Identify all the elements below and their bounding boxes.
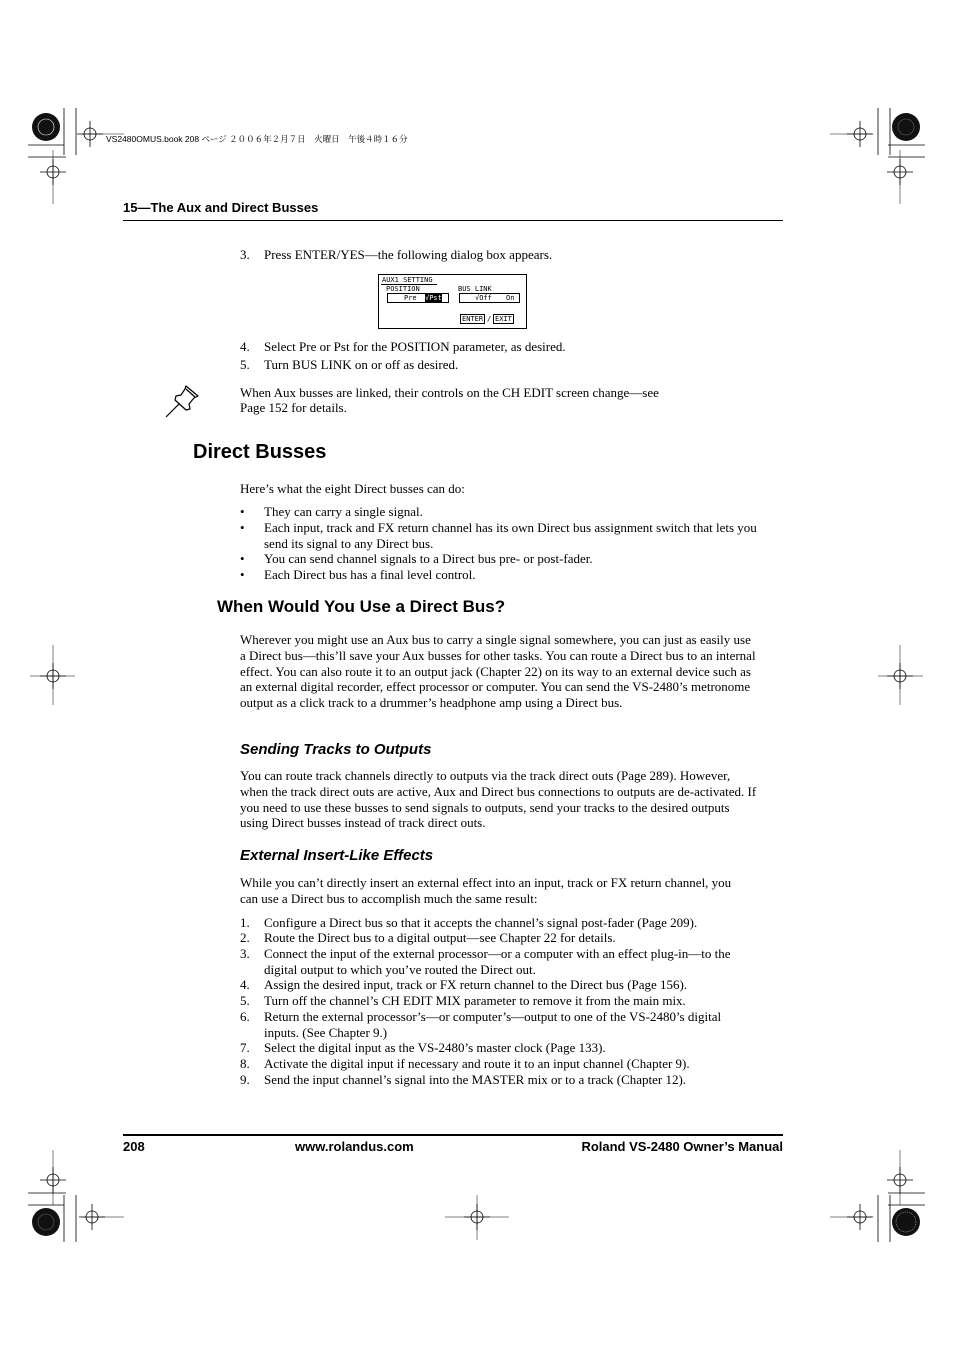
bus-link-field <box>459 293 520 303</box>
running-header: 15—The Aux and Direct Busses <box>123 200 319 215</box>
subsection-title: When Would You Use a Direct Bus? <box>217 597 506 616</box>
sending-paragraph: You can route track channels directly to outputs via the track direct outs (Page 289). However, when the track direct outs are active, Aux and Direct bus connections to outputs are de-activated. If you need to use these busses to send signals to outputs, send your tracks to the desired outputs using Direct busses instead of track direct outs. <box>240 768 757 831</box>
pushpin-icon <box>162 383 202 421</box>
position-field <box>387 293 449 303</box>
footer-manual-title: Roland VS-2480 Owner’s Manual <box>581 1139 783 1154</box>
section-title: Direct Busses <box>193 441 327 463</box>
button-slash: / <box>487 315 492 323</box>
bus-link-on: On <box>506 294 515 302</box>
bus-link-label: BUS LINK <box>458 285 492 293</box>
exit-button: EXIT <box>495 315 512 323</box>
aux-setting-dialog <box>378 274 527 329</box>
sending-title: Sending Tracks to Outputs <box>240 741 432 758</box>
external-title: External Insert-Like Effects <box>240 847 434 864</box>
note-line-2: Page 152 for details. <box>240 400 347 415</box>
enter-button: ENTER <box>462 315 484 323</box>
position-pst: √Pst <box>425 294 442 302</box>
print-header: VS2480OMUS.book 208 ページ ２００６年２月７日 火曜日 午後４時１６分 <box>106 134 408 144</box>
subsection-paragraph: Wherever you might use an Aux bus to carry a single signal somewhere, you can just as easily use a Direct bus—this’ll save your Aux busses for other tasks. You can route a Direct bus to an internal effect. You can also route it to an output jack (Chapter 22) on its way to an external device such as an external digital recorder, effect processor or computer. You can send the VS-2480’s metronome output as a click track to a drummer’s headphone amp using a Direct bus. <box>240 632 756 711</box>
crop-mark-top-right <box>830 108 925 204</box>
position-label: POSITION <box>386 285 420 293</box>
crop-mark-bottom-right <box>830 1150 925 1242</box>
header-rule <box>123 220 783 221</box>
crop-mark-top-left <box>28 108 124 204</box>
footer-page-number: 208 <box>123 1139 145 1154</box>
dialog-title: AUX1 SETTING <box>382 276 433 284</box>
position-pre: Pre <box>404 294 417 302</box>
external-paragraph: While you can’t directly insert an external effect into an input, track or FX return channel, you can use a Direct bus to accomplish much the same result: <box>240 875 732 906</box>
section-intro: Here’s what the eight Direct busses can do: <box>240 481 465 496</box>
footer-website: www.rolandus.com <box>295 1139 414 1154</box>
note-line-1: When Aux busses are linked, their controls on the CH EDIT screen change—see <box>240 385 659 400</box>
footer-rule <box>123 1134 783 1136</box>
bus-link-off: √Off <box>475 294 492 302</box>
crop-mark-bottom-left <box>28 1150 124 1242</box>
